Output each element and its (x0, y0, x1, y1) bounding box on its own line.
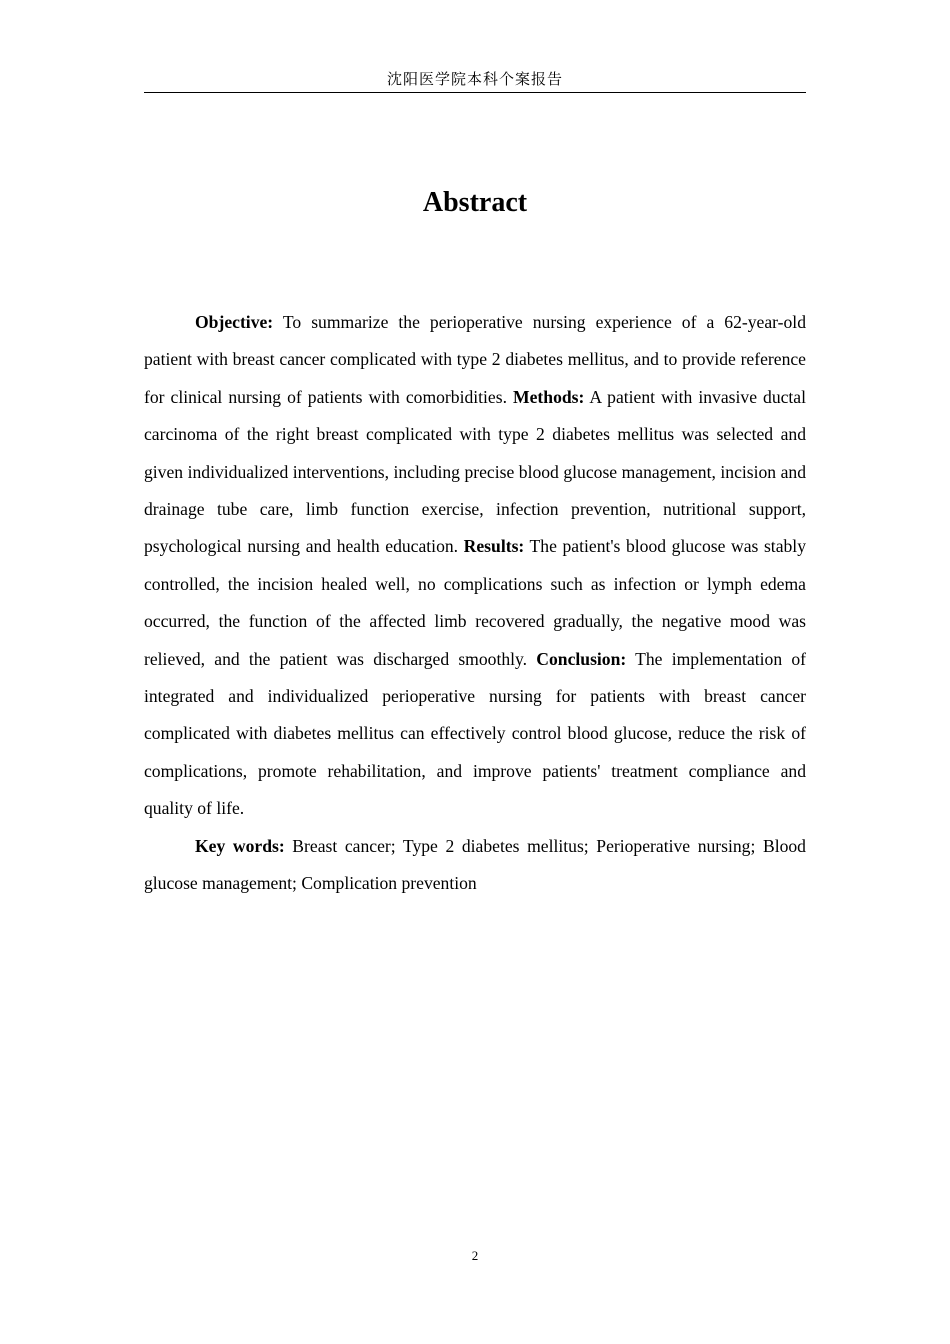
header-title: 沈阳医学院本科个案报告 (386, 70, 563, 88)
keywords-text: Breast cancer; Type 2 diabetes mellitus; Perioperative nursing; Blood glucose management; Complication prevention (144, 835, 806, 894)
methods-text: A patient with invasive ductal carcinoma of the right breast complicated with type 2 diabetes mellitus was selected and given individualized interventions, including precise blood glucose management, incision and drainage tube care, limb function exercise, infection prevention, nutritional support, psychological nursing and health education. (144, 386, 807, 557)
conclusion-text: The implementation of integrated and individualized perioperative nursing for patients with breast cancer complicated with diabetes mellitus can effectively control blood glucose, reduce the risk of complications, promote rehabilitation, and improve patients' treatment compliance and quality of life. (144, 648, 806, 819)
page-header (144, 68, 806, 93)
page-number: 2 (471, 1248, 479, 1263)
keywords-paragraph (144, 828, 806, 903)
keywords-label: Key words: (195, 835, 285, 856)
conclusion-label: Conclusion: (536, 648, 627, 669)
abstract-body (144, 304, 806, 903)
objective-label: Objective: (195, 312, 274, 332)
objective-text: To summarize the perioperative nursing experience of a 62-year-old patient with breast cancer complicated with type 2 diabetes mellitus, and to provide reference for clinical nursing of patients with comorbidities. (144, 312, 806, 407)
abstract-paragraph (144, 304, 806, 828)
results-label: Results: (463, 536, 525, 557)
results-text: The patient's blood glucose was stably controlled, the incision healed well, no complications such as infection or lymph edema occurred, the function of the affected limb recovered gradually, the negative mood was relieved, and the patient was discharged smoothly. (144, 536, 806, 669)
methods-label: Methods: (513, 386, 585, 407)
abstract-title: Abstract (422, 187, 528, 218)
